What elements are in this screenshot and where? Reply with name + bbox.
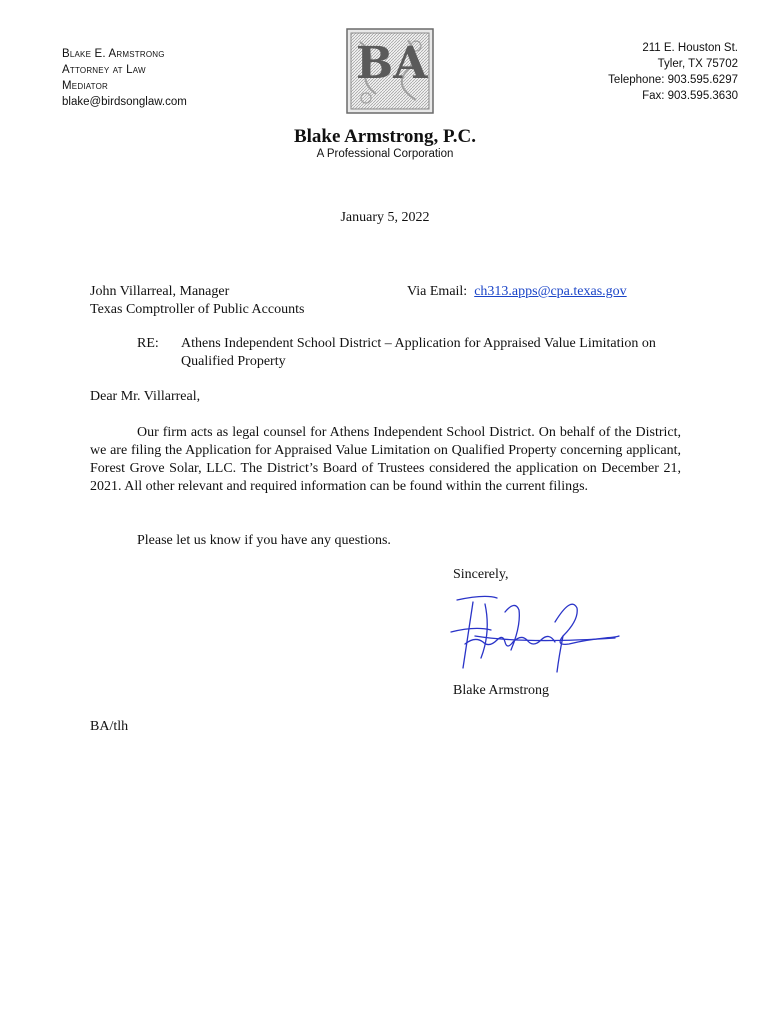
signature <box>445 592 625 676</box>
email-link[interactable]: ch313.apps@cpa.texas.gov <box>474 284 627 299</box>
firm-name: Blake Armstrong, P.C. <box>293 126 477 147</box>
body-paragraph-2: Please let us know if you have any questions. <box>137 533 391 548</box>
re-subject: Athens Independent School District – Application for Appraised Value Limitation on Qualified Property <box>181 336 656 369</box>
salutation: Dear Mr. Villarreal, <box>90 389 201 404</box>
recipient-block <box>90 283 304 319</box>
via-email-line <box>407 283 627 301</box>
attorney-name: Blake E. Armstrong <box>62 48 165 60</box>
typist-initials: BA/tlh <box>90 719 129 734</box>
logo-monogram-b: BA <box>356 38 428 89</box>
closing: Sincerely, <box>453 567 509 582</box>
attorney-role: Mediator <box>62 80 108 92</box>
body-paragraph-1: Our firm acts as legal counsel for Athens Independent School District. On behalf of the District, we are filing the Application for Appraised Value Limitation on Qualified Property concerning applicant, Forest Grove Solar, LLC. The District’s Board of Trustees considered the application on December 21, 2021. All other relevant and required information can be found within the current filings. <box>90 425 681 494</box>
signer-name: Blake Armstrong <box>453 683 550 698</box>
letter-date: January 5, 2022 <box>340 210 430 225</box>
city-state-zip: Tyler, TX 75702 <box>657 58 738 70</box>
firm-subtitle: A Professional Corporation <box>316 148 454 160</box>
letterhead-right <box>608 40 738 104</box>
recipient-organization: Texas Comptroller of Public Accounts <box>90 302 305 317</box>
firm-logo <box>346 28 434 114</box>
re-label: RE: <box>137 336 159 351</box>
attorney-email: blake@birdsonglaw.com <box>62 96 187 108</box>
via-label: Via Email: <box>407 284 468 299</box>
attorney-title: Attorney at Law <box>62 64 146 76</box>
recipient-name: John Villarreal, Manager <box>90 284 230 299</box>
letterhead-left <box>62 46 187 110</box>
fax: Fax: 903.595.3630 <box>642 90 738 102</box>
telephone: Telephone: 903.595.6297 <box>608 74 738 86</box>
street-address: 211 E. Houston St. <box>642 42 738 54</box>
